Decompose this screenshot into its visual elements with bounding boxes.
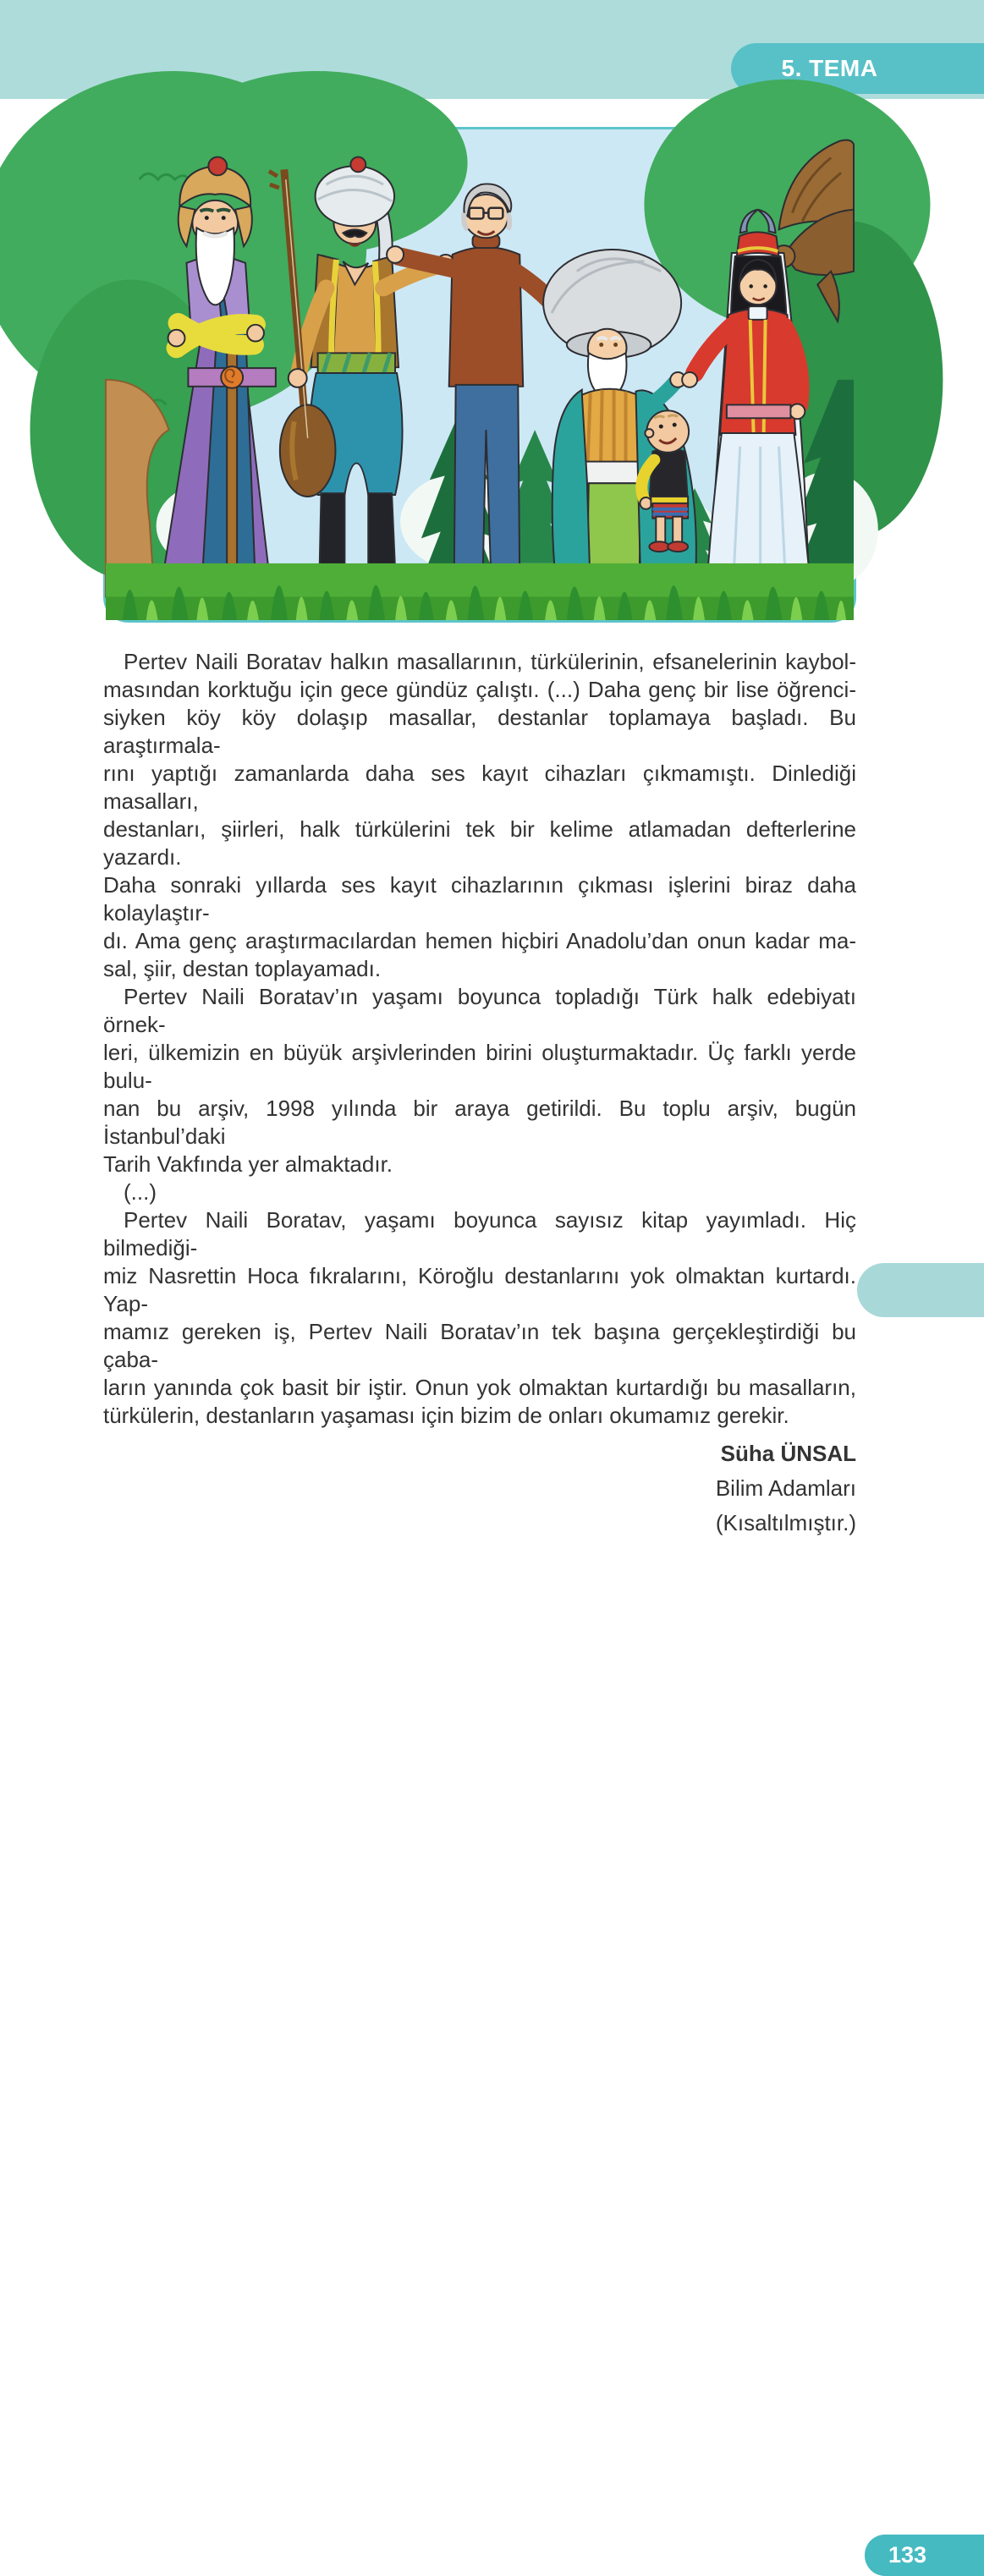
- source-title: Bilim Adamları: [715, 1475, 856, 1501]
- folk-characters-illustration: [103, 127, 856, 623]
- passage-line: siyken köy köy dolaşıp masallar, destanlar toplamaya başladı. Bu araştırmala-: [103, 705, 856, 758]
- author-name: Süha ÜNSAL: [720, 1441, 856, 1466]
- passage-line: rını yaptığı zamanlarda daha ses kayıt cihazları çıkmamıştı. Dinlediği masalları,: [103, 761, 856, 814]
- passage-line: Tarih Vakfında yer almaktadır.: [103, 1151, 393, 1177]
- saz-body: [280, 405, 336, 497]
- passage-line: miz Nasrettin Hoca fıkralarını, Köroğlu destanlarını yok olmaktan kurtardı. Yap-: [103, 1263, 856, 1316]
- passage-line: ların yanında çok basit bir iştir. Onun yok olmaktan kurtardığı bu masalların,: [103, 1375, 856, 1400]
- grass: [106, 563, 854, 620]
- ellipsis-line: (...): [124, 1179, 157, 1205]
- page-number-badge: [865, 2535, 984, 2576]
- illustration-canvas: [106, 129, 854, 620]
- page-number-tab: [857, 1263, 984, 2568]
- passage-line: sal, şiir, destan toplayamadı.: [103, 956, 382, 981]
- passage-line: leri, ülkemizin en büyük arşivlerinden birini oluşturmaktadır. Üç farklı yerde bulu-: [103, 1040, 856, 1093]
- passage-line: Daha sonraki yıllarda ses kayıt cihazlarının çıkması işlerini biraz daha kolaylaştır-: [103, 872, 856, 925]
- passage-line: Pertev Naili Boratav halkın masallarının, türkülerinin, efsanelerinin kaybol-: [124, 649, 856, 674]
- passage-line: Pertev Naili Boratav, yaşamı boyunca sayısız kitap yayımladı. Hiç bilmediği-: [103, 1207, 856, 1261]
- page-number: 133: [888, 2542, 927, 2568]
- abridged-note: (Kısaltılmıştır.): [715, 1510, 856, 1535]
- crescent-cap: [737, 232, 779, 256]
- passage-line: türkülerin, destanların yaşaması için bizim de onları okumamız gerekir.: [103, 1403, 789, 1428]
- signature-block: [103, 1436, 856, 1541]
- passage-line: mamız gereken iş, Pertev Naili Boratav’ın tek başına gerçekleştirdiği bu çaba-: [103, 1319, 856, 1372]
- passage-line: masından korktuğu için gece gündüz çalıştı. (...) Daha genç bir lise öğrenci-: [103, 677, 856, 702]
- reading-passage: [103, 648, 856, 1541]
- passage-line: dı. Ama genç araştırmacılardan hemen hiçbiri Anadolu’dan onun kadar ma-: [103, 928, 856, 953]
- passage-line: destanları, şiirleri, halk türkülerini tek bir kelime atlamadan defterlerine yazardı.: [103, 816, 856, 870]
- passage-line: Pertev Naili Boratav’ın yaşamı boyunca topladığı Türk halk edebiyatı örnek-: [103, 984, 856, 1037]
- passage-line: nan bu arşiv, 1998 yılında bir araya getirildi. Bu toplu arşiv, bugün İstanbul’daki: [103, 1096, 856, 1149]
- tema-label: 5. TEMA: [781, 55, 878, 81]
